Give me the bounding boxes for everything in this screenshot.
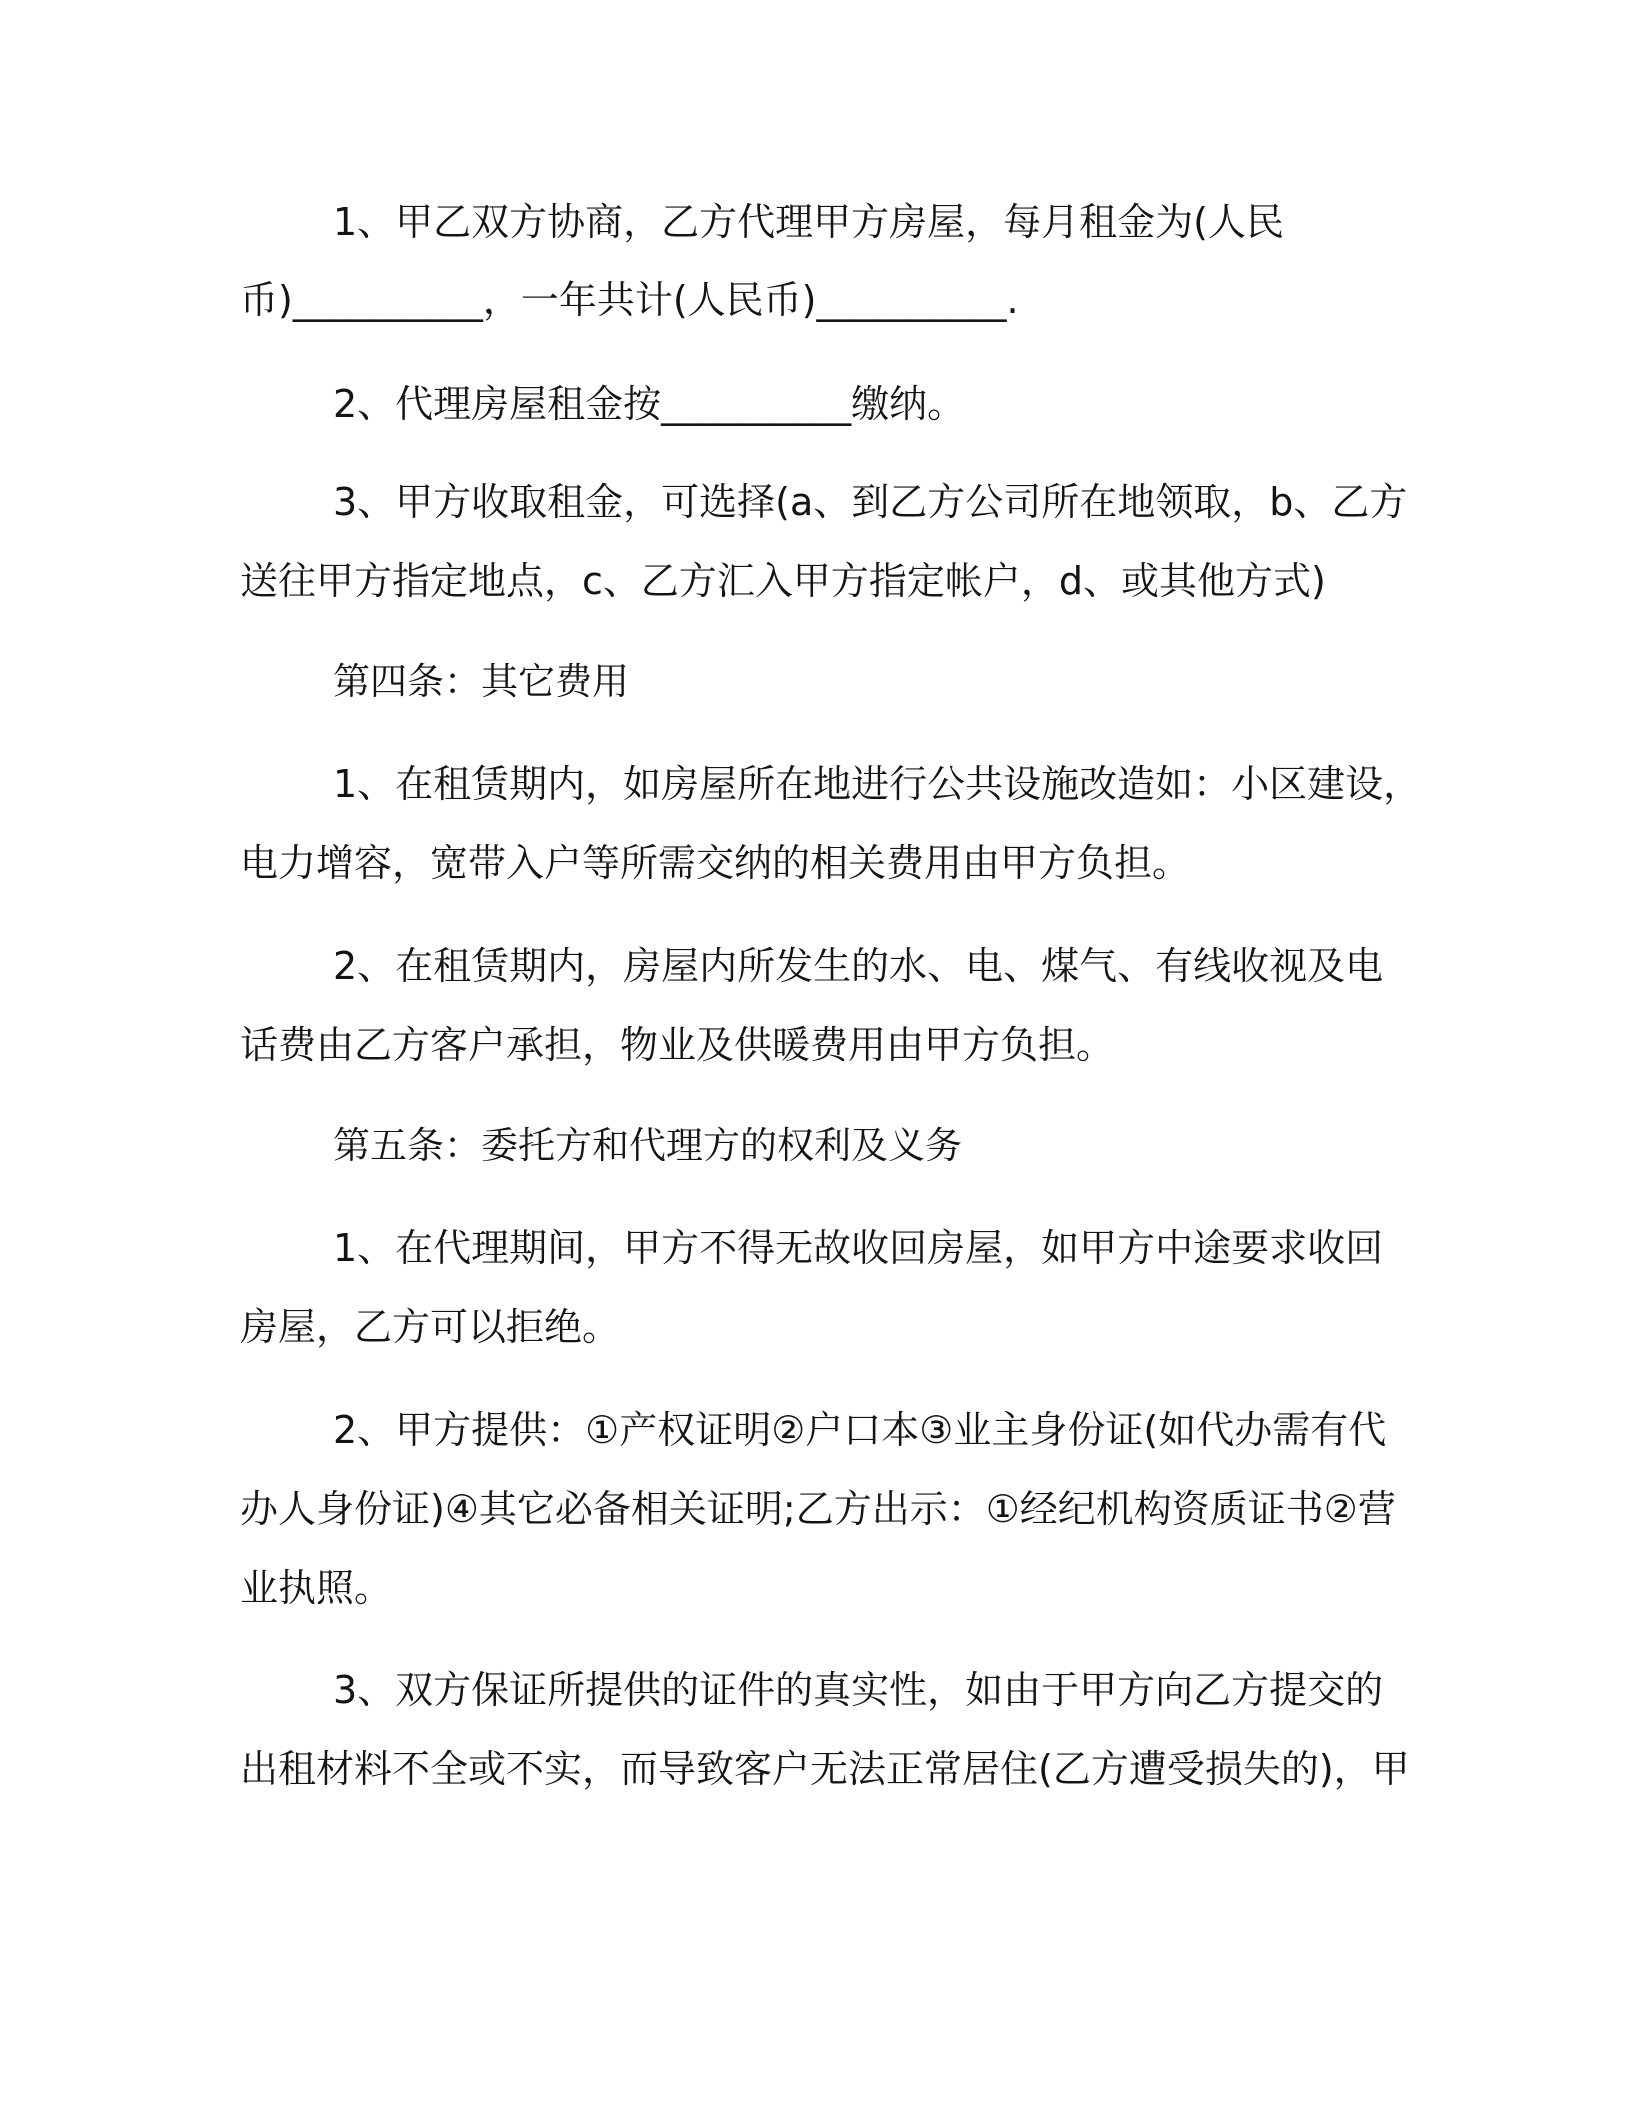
clause-3-item-2: 2、代理房屋租金按__________缴纳。 xyxy=(333,382,966,426)
article-4-heading: 第四条：其它费用 xyxy=(333,660,629,703)
clause-3-item-3-line-1: 3、甲方收取租金，可选择(a、到乙方公司所在地领取，b、乙方 xyxy=(333,480,1408,524)
article-5-item-2-line-3: 业执照。 xyxy=(240,1566,393,1610)
article-4-item-2-line-1: 2、在租赁期内，房屋内所发生的水、电、煤气、有线收视及电 xyxy=(333,944,1384,988)
article-5-item-3-line-1: 3、双方保证所提供的证件的真实性，如由于甲方向乙方提交的 xyxy=(333,1668,1384,1712)
article-4-item-2-line-2: 话费由乙方客户承担，物业及供暖费用由甲方负担。 xyxy=(240,1023,1115,1067)
article-5-item-1-line-2: 房屋，乙方可以拒绝。 xyxy=(240,1305,621,1349)
article-5-heading: 第五条：委托方和代理方的权利及义务 xyxy=(333,1124,962,1167)
clause-3-item-3-line-2: 送往甲方指定地点，c、乙方汇入甲方指定帐户，d、或其他方式) xyxy=(240,559,1326,603)
article-5-item-1-line-1: 1、在代理期间，甲方不得无故收回房屋，如甲方中途要求收回 xyxy=(333,1226,1384,1270)
article-5-item-3-line-2: 出租材料不全或不实，而导致客户无法正常居住(乙方遭受损失的)，甲 xyxy=(240,1747,1410,1791)
clause-3-item-1-line-2: 币)__________，一年共计(人民币)__________. xyxy=(240,278,1019,322)
article-4-item-1-line-1: 1、在租赁期内，如房屋所在地进行公共设施改造如：小区建设， xyxy=(333,762,1422,806)
clause-3-item-1-line-1: 1、甲乙双方协商，乙方代理甲方房屋，每月租金为(人民 xyxy=(333,200,1285,244)
article-5-item-2-line-2: 办人身份证)④其它必备相关证明;乙方出示：①经纪机构资质证书②营 xyxy=(240,1487,1396,1531)
article-5-item-2-line-1: 2、甲方提供：①产权证明②户口本③业主身份证(如代办需有代 xyxy=(333,1408,1387,1452)
article-4-item-1-line-2: 电力增容，宽带入户等所需交纳的相关费用由甲方负担。 xyxy=(240,841,1191,885)
